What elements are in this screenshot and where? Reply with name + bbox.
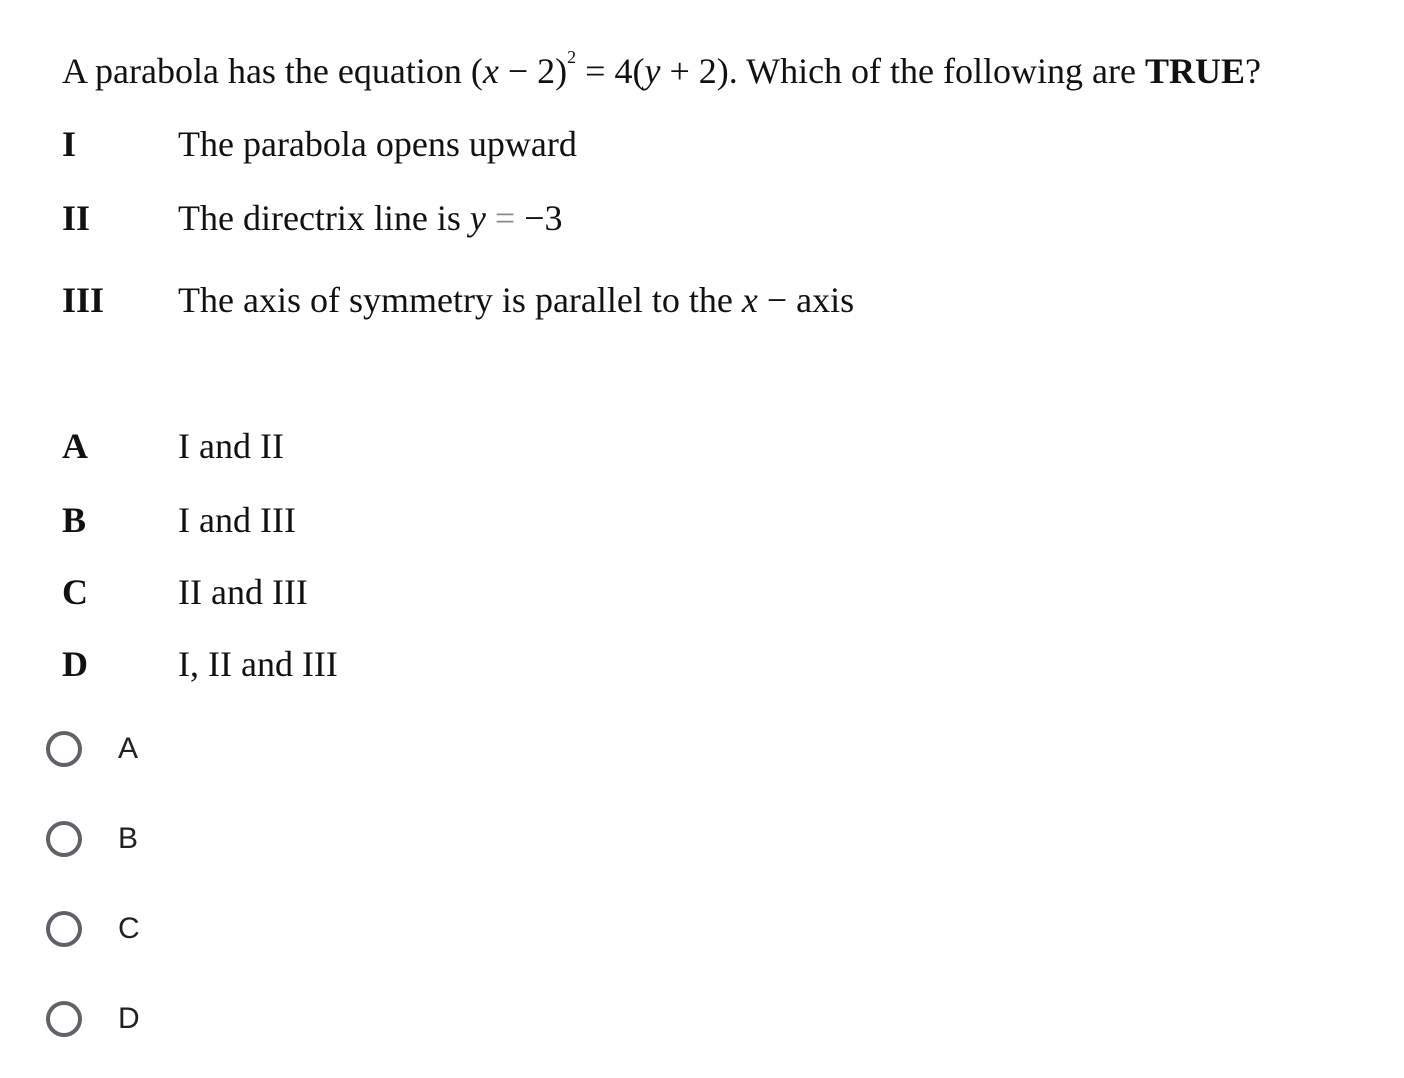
answer-option-b[interactable] [46,815,138,863]
equation-rhs-rest: + 2) [660,51,729,91]
equation-rhs-var: y [644,51,661,91]
question-stem [62,30,1261,98]
radio-button-icon[interactable] [46,911,82,947]
equation-lhs-open: ( [470,51,483,91]
choice-letter: B [62,500,87,540]
stem-prefix: A parabola has the equation [62,51,471,91]
answer-option-label[interactable]: C [118,912,140,945]
stem-middle: . Which of the following are [728,51,1145,91]
choice-text: I, II and III [178,644,338,684]
choice-letter: A [62,426,88,466]
statement-text-suffix: − axis [757,280,855,320]
equation-lhs-rest: − 2) [498,51,568,91]
answer-option-c[interactable] [46,905,140,953]
equation [470,47,729,91]
stem-emphasis: TRUE [1144,51,1245,91]
answer-option-label[interactable]: B [118,822,139,855]
answer-option-d[interactable] [46,995,140,1043]
statement-text: The parabola opens upward [178,124,577,164]
answer-option-label[interactable]: D [118,1002,140,1035]
equation-middle: = 4( [576,51,645,91]
equation-exponent: 2 [567,47,577,67]
choice-letter: C [62,572,88,612]
radio-button-icon[interactable] [46,1001,82,1037]
statement-text [178,196,563,240]
statement-text-prefix: The directrix line is [178,198,470,238]
answer-option-label[interactable]: A [118,732,139,765]
statement-math-var: x [741,280,758,320]
statement-math-val: −3 [524,198,563,238]
choice-text: I and III [178,500,296,540]
statement-numeral: II [62,198,91,238]
radio-button-icon[interactable] [46,731,82,767]
radio-button-icon[interactable] [46,821,82,857]
equation-lhs-var: x [482,51,499,91]
statement-numeral: I [62,124,77,164]
statement-numeral: III [62,280,105,320]
statement-math-var: y [469,198,486,238]
choice-text: II and III [178,572,308,612]
choice-text: I and II [178,426,284,466]
statement-text-prefix: The axis of symmetry is parallel to the [178,280,742,320]
answer-option-a[interactable] [46,725,138,773]
choice-letter: D [62,644,88,684]
stem-suffix: ? [1244,51,1261,91]
statement-math-eq: = [485,198,525,238]
statement-text [178,278,854,322]
